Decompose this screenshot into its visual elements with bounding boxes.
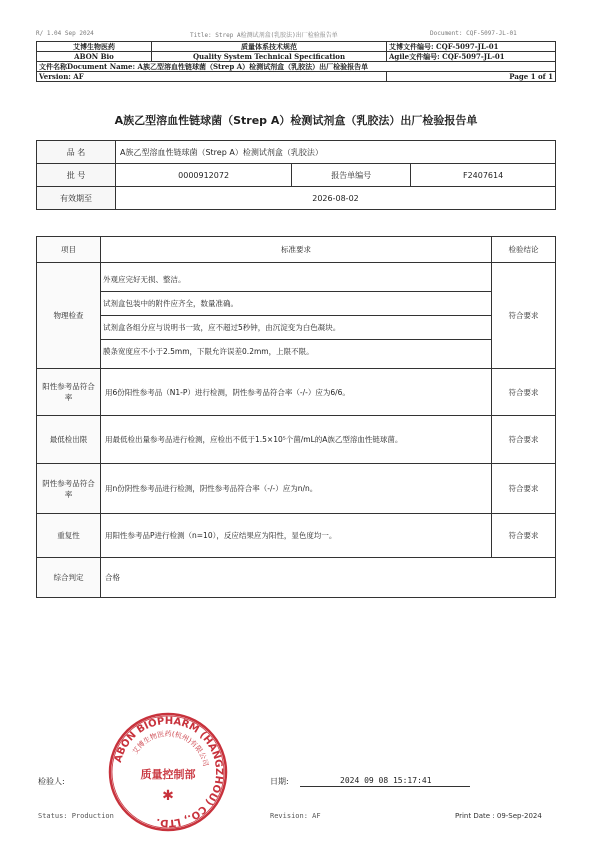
date-underline <box>300 786 470 787</box>
lot-label: 批 号 <box>37 164 116 187</box>
doc-name: 文件名称Document Name: A族乙型溶血性链球菌（Strep A）检测试剂盒（乳胶法）出厂检验报告单 <box>37 62 556 72</box>
product-info-table <box>36 140 556 210</box>
report-title: A族乙型溶血性链球菌（Strep A）检测试剂盒（乳胶法）出厂检验报告单 <box>114 114 478 127</box>
table-row <box>37 369 556 416</box>
doc-number: 艾博文件编号: CQF-5097-JL-01 <box>387 42 556 52</box>
date-value: 2024 09 08 15:17:41 <box>340 776 432 785</box>
seal-star-icon: ✱ <box>162 788 174 804</box>
requirement-line: 用n份阴性参考品进行检测，阴性参考品符合率（-/-）应为n/n。 <box>101 464 492 514</box>
date-label: 日期: <box>270 777 289 786</box>
requirement-line: 试剂盒包装中的附件应齐全，数量准确。 <box>101 292 491 316</box>
row-item: 物理检查 <box>37 263 101 369</box>
table-row <box>37 416 556 464</box>
company-en: ABON Bio <box>37 52 152 62</box>
row-result: 符合要求 <box>492 416 556 464</box>
requirement-line: 用6份阳性参考品（N1-P）进行检测，阴性参考品符合率（-/-）应为6/6。 <box>101 369 492 416</box>
requirement-line: 试剂盒各组分应与说明书一致，应不超过5秒钟，由沉淀变为白色凝块。 <box>101 316 491 340</box>
requirement-line: 外观应完好无损、整洁。 <box>101 268 491 292</box>
inspection-table <box>36 236 556 598</box>
expiry-value: 2026-08-02 <box>116 187 556 210</box>
footer-print-date: Print Date : 09-Sep-2024 <box>455 812 542 820</box>
row-result: 符合要求 <box>492 369 556 416</box>
row-item: 重复性 <box>37 514 101 558</box>
seal-center-text: 质量控制部 <box>140 768 196 781</box>
seal-ring-text: ABON BIOPHARM (HANGZHOU) CO., LTD. <box>112 715 225 829</box>
product-label: 品 名 <box>37 141 116 164</box>
header-result: 检验结论 <box>492 237 556 263</box>
row-item: 综合判定 <box>37 558 101 598</box>
requirement-line: 用阳性参考品P进行检测（n=10），反应结果应为阳性，显色度均一。 <box>101 514 492 558</box>
header-requirement: 标准要求 <box>101 237 492 263</box>
product-value: A族乙型溶血性链球菌（Strep A）检测试剂盒（乳胶法） <box>116 141 556 164</box>
seal-inner-text: 艾博生物医药(杭州)有限公司 <box>131 729 210 768</box>
table-row <box>37 514 556 558</box>
expiry-label: 有效期至 <box>37 187 116 210</box>
report-value: F2407614 <box>411 164 556 187</box>
lot-value: 0000912072 <box>116 164 292 187</box>
table-row <box>37 558 556 598</box>
footer-revision: Revision: AF <box>270 812 321 820</box>
report-label: 报告单编号 <box>292 164 411 187</box>
row-result: 符合要求 <box>492 263 556 369</box>
version: Version: AF <box>37 72 387 82</box>
table-row <box>37 263 556 369</box>
header-item: 项目 <box>37 237 101 263</box>
company-cn: 艾博生物医药 <box>37 42 152 52</box>
overall-judgement: 合格 <box>101 558 556 598</box>
document-header <box>36 41 556 82</box>
requirement-line: 用最低检出量参考品进行检测，应检出不低于1.5×10⁵个菌/mL的A族乙型溶血性链球菌。 <box>101 416 492 464</box>
inspector-label: 检验人: <box>38 777 65 786</box>
footer-status: Status: Production <box>38 812 114 820</box>
top-document-no: Document: CQF-5097-JL-01 <box>430 30 517 37</box>
company-seal <box>104 708 232 836</box>
requirement-line: 膜条宽度应不小于2.5mm，下限允许误差0.2mm，上限不限。 <box>103 347 314 356</box>
top-left-revision: R/ 1.04 Sep 2024 <box>36 30 94 37</box>
table-row <box>37 464 556 514</box>
row-result: 符合要求 <box>492 464 556 514</box>
row-result: 符合要求 <box>492 514 556 558</box>
system-en: Quality System Technical Specification <box>152 52 387 62</box>
row-item: 最低检出限 <box>37 416 101 464</box>
row-item: 阴性参考品符合率 <box>37 464 101 514</box>
system-cn: 质量体系技术规范 <box>152 42 387 52</box>
page-number: Page 1 of 1 <box>387 72 556 82</box>
agile-number: Agile文件编号: CQF-5097-JL-01 <box>387 52 556 62</box>
top-title: Title: Strep A检测试剂盒(乳胶法)出厂检验报告单 <box>190 32 338 39</box>
row-item: 阳性参考品符合率 <box>37 369 101 416</box>
